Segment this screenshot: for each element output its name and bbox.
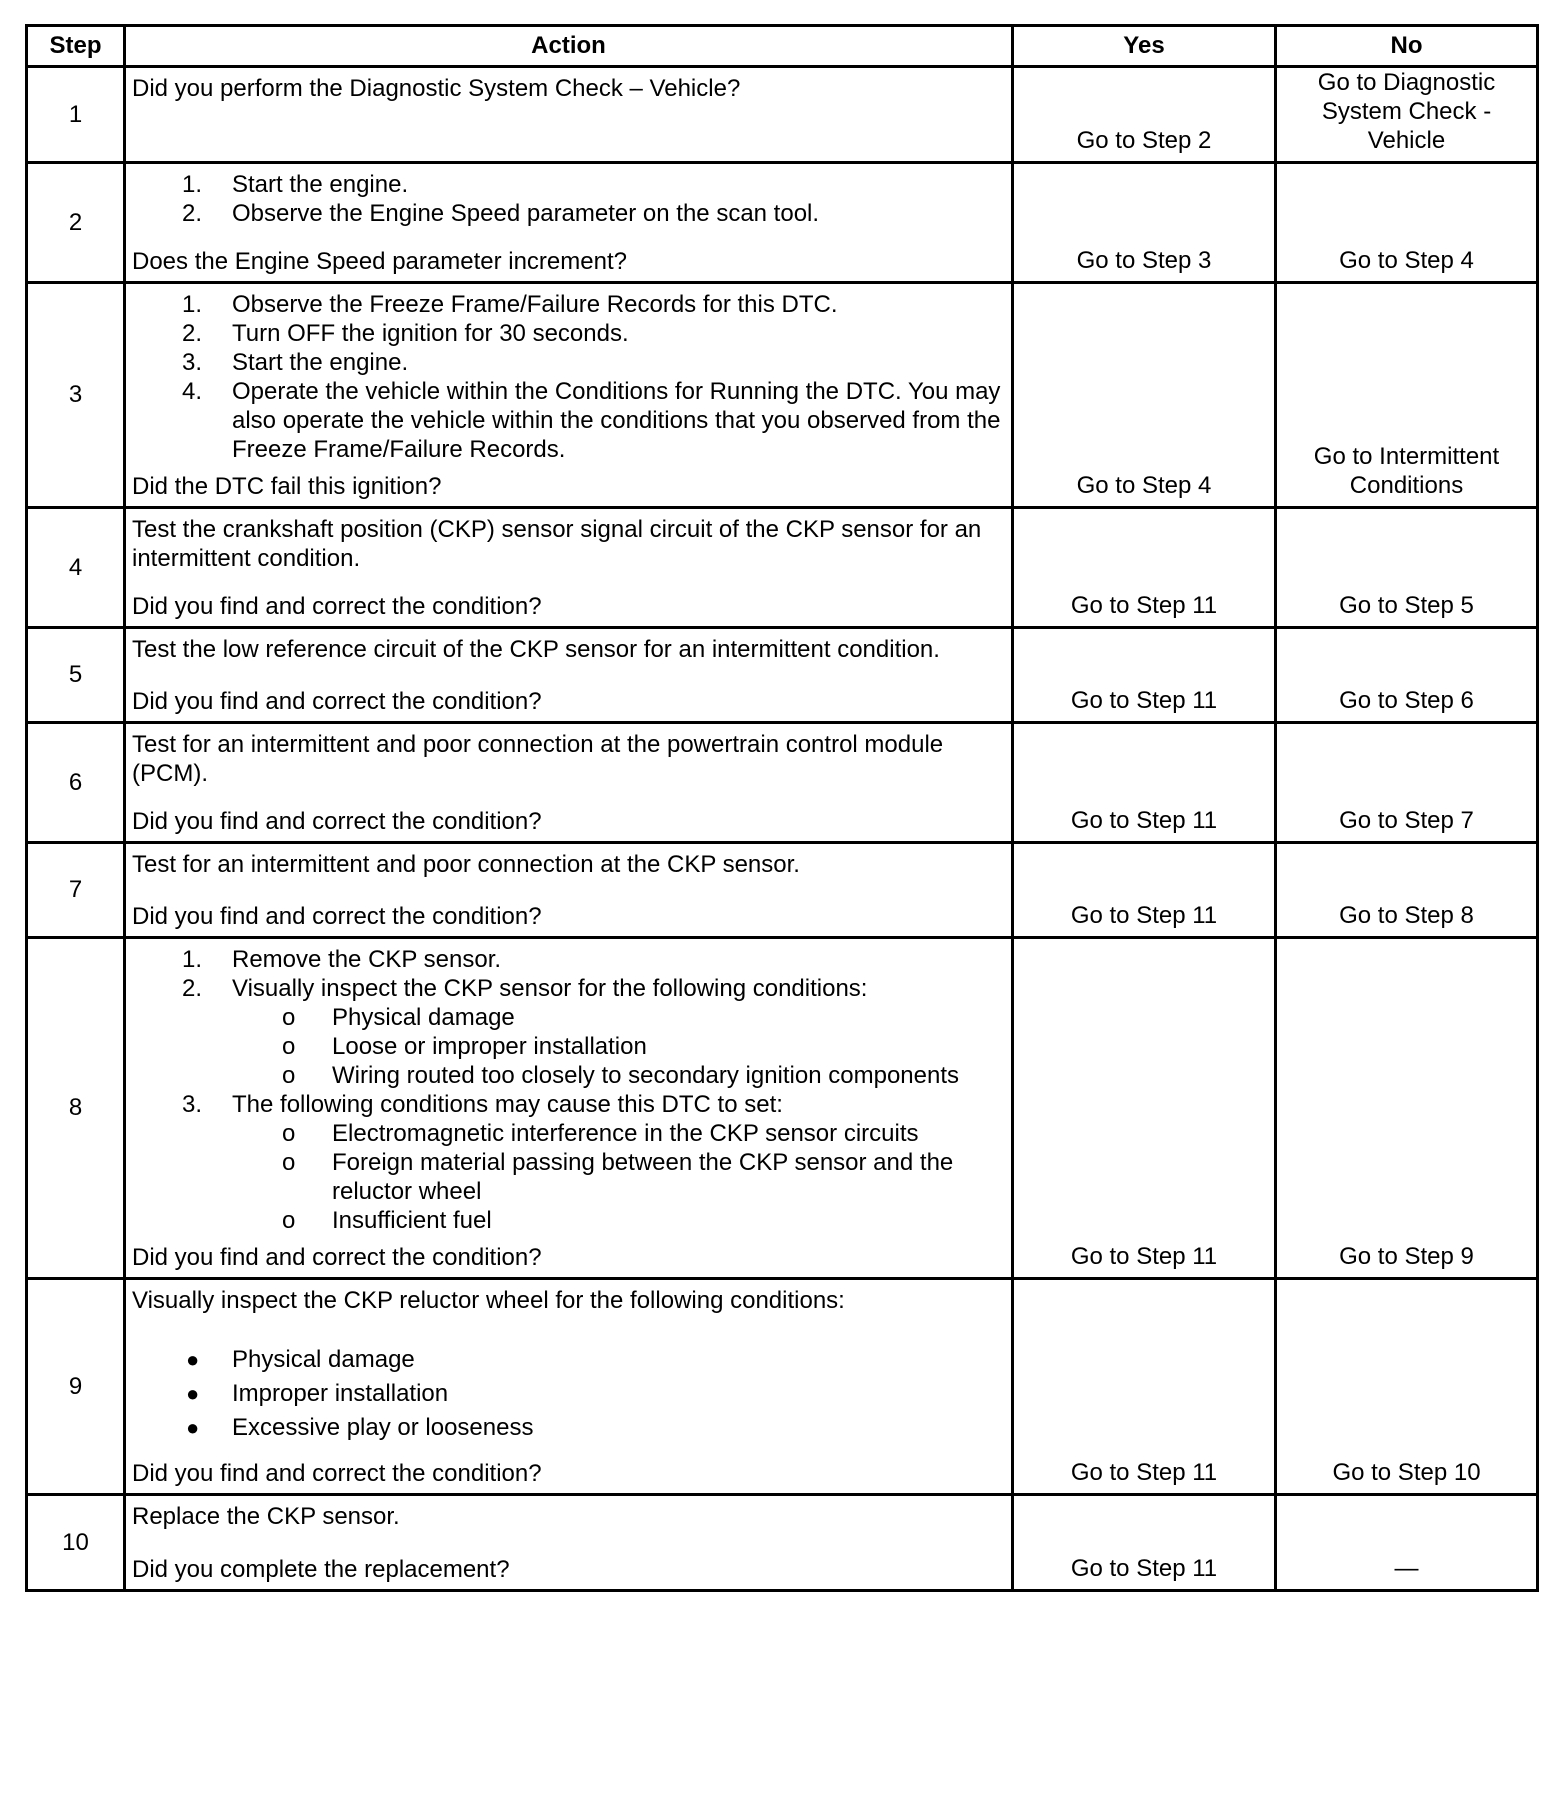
spacer [132,573,1003,592]
step-number: 10 [27,1495,125,1591]
action-cell [125,938,1013,1279]
no-outcome: Go to Intermittent Conditions [1276,283,1538,508]
action-cell [125,1279,1013,1495]
action-content [132,515,1003,621]
table-row [27,1495,1538,1591]
no-outcome: Go to Diagnostic System Check - Vehicle [1276,67,1538,163]
condition-text: Foreign material passing between the CKP sensor and the reluctor wheel [332,1149,954,1205]
condition-text: Electromagnetic interference in the CKP sensor circuits [332,1120,919,1147]
spacer [132,664,1003,687]
step-number: 2 [27,163,125,283]
item-number: 2. [182,975,203,1002]
action-content [132,850,1003,931]
table-row [27,843,1538,938]
item-number: 3. [182,1091,203,1118]
question-text: Did you find and correct the condition? [132,808,542,835]
item-number: 1. [182,946,203,973]
step-number: 5 [27,628,125,723]
item-number: 2. [182,200,203,227]
yes-outcome: Go to Step 11 [1013,843,1276,938]
step-number: 1 [27,67,125,163]
header-yes: Yes [1013,26,1276,67]
action-content [132,1502,1003,1584]
action-content [132,635,1003,716]
procedure-item [132,199,1003,228]
table-row [27,508,1538,628]
circle-bullet-icon: o [282,1149,296,1176]
action-text: Test the crankshaft position (CKP) sensor signal circuit of the CKP sensor for an intermittent condition. [132,516,982,572]
question-text: Does the Engine Speed parameter increment? [132,248,627,275]
action-content [132,170,1003,276]
bullet-text: Physical damage [232,1346,415,1373]
yes-outcome: Go to Step 11 [1013,508,1276,628]
procedure-item [132,348,1003,377]
item-text: Visually inspect the CKP sensor for the following conditions: [232,975,868,1002]
table-row [27,1279,1538,1495]
question-text: Did you complete the replacement? [132,1556,510,1583]
condition-item [232,1061,1003,1090]
circle-bullet-icon: o [282,1120,296,1147]
action-cell [125,628,1013,723]
yes-outcome: Go to Step 11 [1013,1279,1276,1495]
item-text: Observe the Engine Speed parameter on the scan tool. [232,200,820,227]
bullet-list [132,1343,1003,1445]
action-text: Test for an intermittent and poor connection at the CKP sensor. [132,851,800,878]
action-text: Replace the CKP sensor. [132,1503,400,1530]
item-number: 1. [182,171,203,198]
yes-outcome: Go to Step 3 [1013,163,1276,283]
table-row [27,163,1538,283]
bullet-text: Improper installation [232,1380,449,1407]
circle-bullet-icon: o [282,1207,296,1234]
no-outcome: Go to Step 9 [1276,938,1538,1279]
procedure-list [132,945,1003,1235]
condition-text: Loose or improper installation [332,1033,647,1060]
spacer [132,464,1003,472]
action-cell [125,508,1013,628]
bullet-dot-icon: ● [186,1347,200,1372]
condition-item [232,1119,1003,1148]
yes-outcome: Go to Step 11 [1013,1495,1276,1591]
action-text: Test for an intermittent and poor connection at the powertrain control module (PCM). [132,731,944,787]
spacer [132,1531,1003,1555]
table-body [27,67,1538,1591]
procedure-item [132,974,1003,1090]
procedure-item [132,1090,1003,1235]
table-row [27,723,1538,843]
action-text: Did you perform the Diagnostic System Check – Vehicle? [132,75,741,102]
question-text: Did you find and correct the condition? [132,1244,542,1271]
step-number: 8 [27,938,125,1279]
item-number: 1. [182,291,203,318]
condition-item [232,1206,1003,1235]
spacer [132,879,1003,902]
step-number: 3 [27,283,125,508]
bullet-text: Excessive play or looseness [232,1414,534,1441]
table-row [27,283,1538,508]
action-cell [125,843,1013,938]
question-text: Did you find and correct the condition? [132,688,542,715]
condition-item [232,1032,1003,1061]
action-text: Test the low reference circuit of the CKP sensor for an intermittent condition. [132,636,940,663]
bullet-item [132,1411,1003,1445]
yes-outcome: Go to Step 11 [1013,723,1276,843]
action-content [132,730,1003,836]
action-cell [125,1495,1013,1591]
question-text: Did the DTC fail this ignition? [132,473,442,500]
header-action: Action [125,26,1013,67]
step-number: 9 [27,1279,125,1495]
condition-text: Wiring routed too closely to secondary ignition components [332,1062,959,1089]
action-cell [125,723,1013,843]
bullet-dot-icon: ● [186,1381,200,1406]
no-outcome: Go to Step 7 [1276,723,1538,843]
action-cell [125,163,1013,283]
action-cell [125,67,1013,163]
spacer [132,788,1003,807]
action-content [132,945,1003,1272]
procedure-list [132,170,1003,228]
circle-bullet-icon: o [282,1004,296,1031]
procedure-item [132,945,1003,974]
no-outcome: Go to Step 6 [1276,628,1538,723]
item-text: The following conditions may cause this DTC to set: [232,1091,783,1118]
item-text: Start the engine. [232,349,409,376]
condition-list [232,1003,1003,1090]
question-text: Did you find and correct the condition? [132,903,542,930]
bullet-item [132,1377,1003,1411]
header-row [27,26,1538,67]
header-step: Step [27,26,125,67]
condition-list [232,1119,1003,1235]
step-number: 6 [27,723,125,843]
item-number: 2. [182,320,203,347]
circle-bullet-icon: o [282,1062,296,1089]
spacer [132,1445,1003,1459]
table-row [27,938,1538,1279]
action-content [132,290,1003,501]
condition-item [232,1148,1003,1206]
yes-outcome: Go to Step 11 [1013,628,1276,723]
procedure-item [132,319,1003,348]
item-text: Observe the Freeze Frame/Failure Records for this DTC. [232,291,838,318]
action-content [132,74,1003,146]
procedure-list [132,290,1003,464]
no-outcome: Go to Step 10 [1276,1279,1538,1495]
item-text: Remove the CKP sensor. [232,946,502,973]
procedure-item [132,170,1003,199]
step-number: 7 [27,843,125,938]
action-text: Visually inspect the CKP reluctor wheel for the following conditions: [132,1287,845,1314]
table-row [27,628,1538,723]
table-row [27,67,1538,163]
spacer [132,1235,1003,1243]
item-text: Start the engine. [232,171,409,198]
procedure-item [132,377,1003,464]
action-cell [125,283,1013,508]
action-content [132,1286,1003,1488]
bullet-dot-icon: ● [186,1415,200,1440]
question-text: Did you find and correct the condition? [132,593,542,620]
no-outcome: — [1276,1495,1538,1591]
bullet-item [132,1343,1003,1377]
no-outcome: Go to Step 8 [1276,843,1538,938]
item-number: 4. [182,378,203,405]
yes-outcome: Go to Step 2 [1013,67,1276,163]
procedure-item [132,290,1003,319]
condition-text: Physical damage [332,1004,515,1031]
step-number: 4 [27,508,125,628]
question-text: Did you find and correct the condition? [132,1460,542,1487]
no-outcome: Go to Step 4 [1276,163,1538,283]
item-text: Operate the vehicle within the Conditions for Running the DTC. You may also operate the vehicle within the conditions that you observed from the Freeze Frame/Failure Records. [232,378,1001,463]
condition-item [232,1003,1003,1032]
yes-outcome: Go to Step 11 [1013,938,1276,1279]
header-no: No [1276,26,1538,67]
circle-bullet-icon: o [282,1033,296,1060]
item-number: 3. [182,349,203,376]
diagnostic-table [25,24,1539,1592]
no-outcome: Go to Step 5 [1276,508,1538,628]
condition-text: Insufficient fuel [332,1207,492,1234]
spacer [132,228,1003,247]
yes-outcome: Go to Step 4 [1013,283,1276,508]
item-text: Turn OFF the ignition for 30 seconds. [232,320,629,347]
